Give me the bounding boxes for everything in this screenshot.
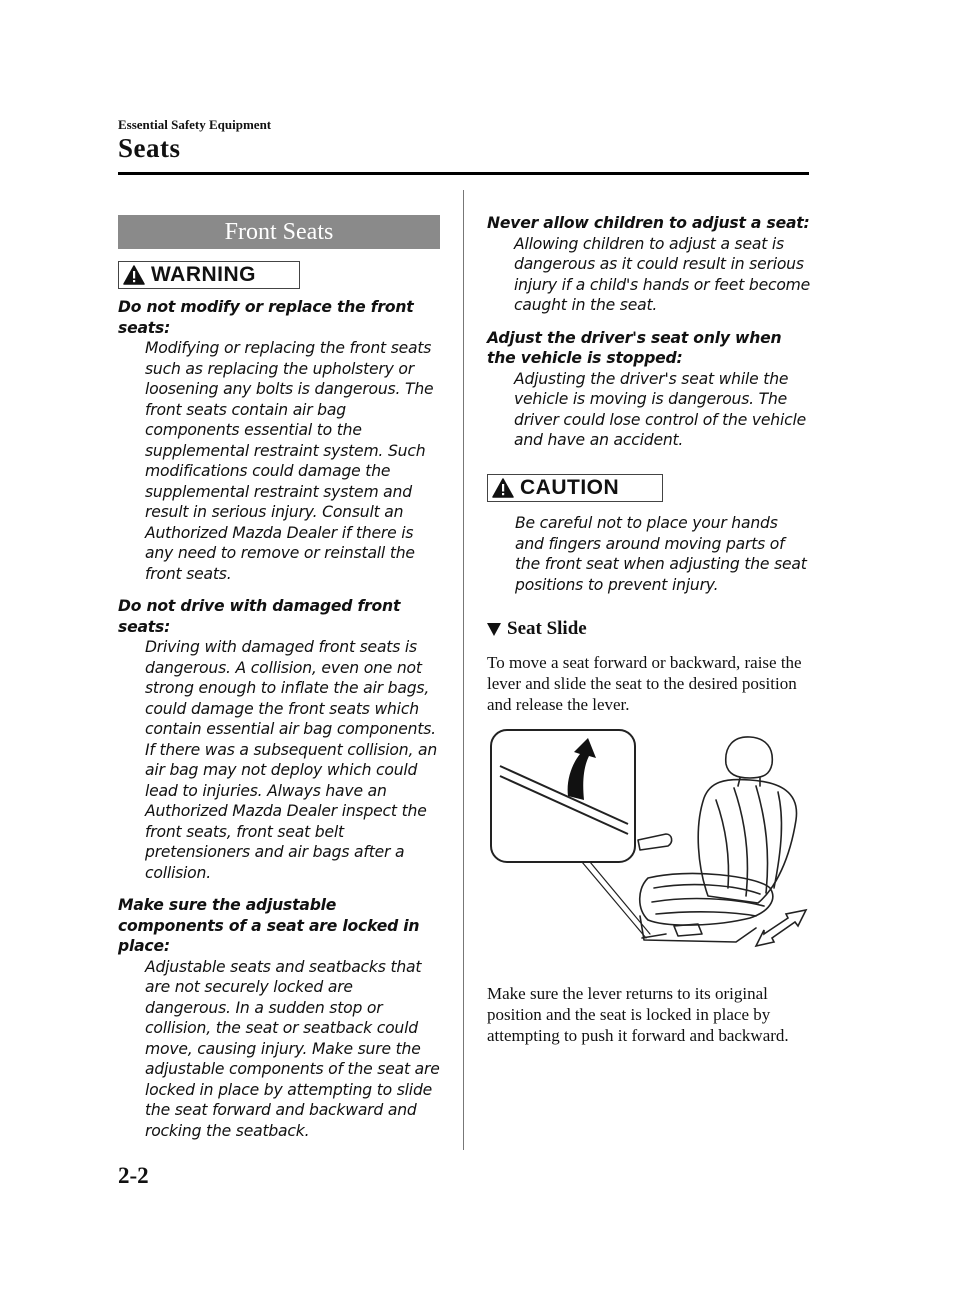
- warning-item-heading: Never allow children to adjust a seat:: [487, 214, 810, 232]
- warning-item: [118, 297, 443, 584]
- warning-label: [118, 261, 300, 289]
- warning-triangle-icon: [123, 265, 145, 285]
- subsection-heading-text: Seat Slide: [507, 618, 587, 639]
- warning-item-heading: Do not drive with damaged front seats:: [118, 597, 401, 636]
- page-number: 2-2: [118, 1163, 149, 1188]
- triangle-down-icon: [487, 623, 501, 636]
- warning-item-body: Adjusting the driver's seat while the vehicle is moving is dangerous. The driver could lose control of the vehicle and have an accident.: [514, 369, 806, 449]
- warning-item-body: Adjustable seats and seatbacks that are not securely locked are dangerous. In a sudden stop or collision, the seat or seatback could move, causing injury. Make sure the adjustable components of the seat are locked in place by attempting to slide the seat forward and backward and rocking the seatback.: [145, 957, 440, 1140]
- caution-body: Be careful not to place your hands and fingers around moving parts of the front seat when adjusting the seat positions to prevent injury.: [515, 514, 807, 594]
- section-title: Front Seats: [118, 215, 440, 249]
- warning-item-heading: Do not modify or replace the front seats:: [118, 298, 414, 337]
- caution-label-text: CAUTION: [520, 476, 620, 499]
- lever-check-instructions: Make sure the lever returns to its original position and the seat is locked in place by attempting to push it forward and backward.: [487, 984, 789, 1045]
- header-divider: [118, 172, 809, 175]
- warning-item: [487, 328, 812, 451]
- breadcrumb: Essential Safety Equipment: [118, 117, 272, 132]
- column-divider: [463, 190, 464, 1150]
- caution-label: [487, 474, 663, 502]
- warning-item-body: Allowing children to adjust a seat is dangerous as it could result in serious injury if a child's hands or feet become caught in the seat.: [514, 234, 811, 314]
- seat-slide-instructions: To move a seat forward or backward, raise the lever and slide the seat to the desired position and release the lever.: [487, 653, 802, 714]
- page-title: Seats: [118, 133, 181, 163]
- warning-list-right: [487, 213, 812, 463]
- warning-label-text: WARNING: [151, 263, 256, 286]
- warning-item-body: Modifying or replacing the front seats such as replacing the upholstery or loosening any bolts is dangerous. The front seats contain air bag components essential to the supplemental restraint system. Such modifications could damage the supplemental restraint system and result in serious injury. Consult an Authorized Mazda Dealer if there is any need to remove or reinstall the front seats.: [145, 339, 434, 583]
- subsection-heading: [487, 618, 587, 640]
- warning-item: [118, 895, 443, 1141]
- warning-item-heading: Make sure the adjustable components of a seat are locked in place:: [118, 896, 420, 955]
- warning-item: [487, 213, 812, 316]
- warning-item-heading: Adjust the driver's seat only when the vehicle is stopped:: [487, 328, 782, 367]
- warning-item: [118, 596, 443, 883]
- warning-item-body: Driving with damaged front seats is dangerous. A collision, even one not strong enough to inflate the air bags, could damage the front seats which contain essential air bag components. If there was a subsequent collision, an air bag may not deploy which could lead to injuries. Always have an Authorized Mazda Dealer inspect the front seats, front seat belt pretensioners and air bags after a collision.: [145, 638, 437, 882]
- caution-triangle-icon: [492, 478, 514, 498]
- warning-list-left: [118, 297, 443, 1153]
- seat-slide-illustration: [488, 728, 818, 950]
